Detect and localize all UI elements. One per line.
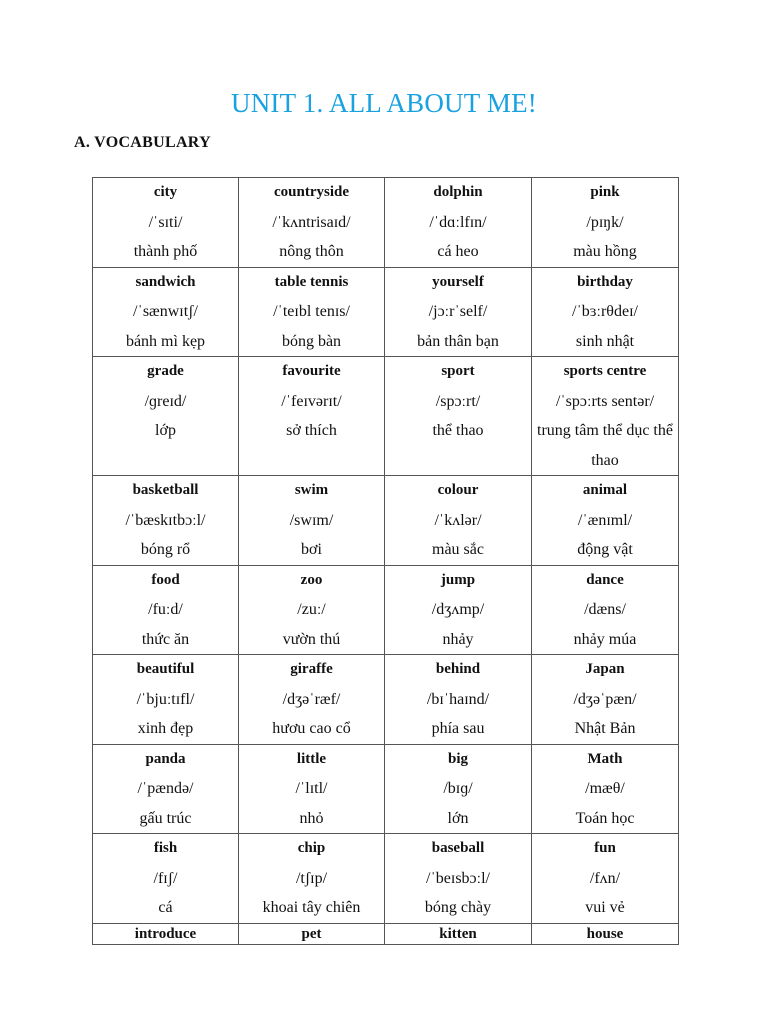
- vocab-cell: [385, 923, 532, 944]
- table-row: [93, 267, 679, 357]
- vocab-word: beautiful: [136, 661, 195, 677]
- vocab-cell: [93, 267, 239, 357]
- vocab-meaning: lớn: [447, 809, 469, 827]
- vocab-word: little: [296, 750, 327, 767]
- vocab-meaning: thành phố: [133, 243, 198, 260]
- vocab-cell: [532, 357, 679, 476]
- vocab-word: swim: [294, 482, 329, 498]
- vocab-ipa: /ɡreɪd/: [144, 392, 187, 410]
- vocab-cell: [385, 565, 532, 655]
- vocab-word: behind: [435, 661, 481, 677]
- vocab-meaning: bơi: [301, 541, 322, 558]
- vocab-cell: [532, 476, 679, 566]
- section-heading: A. VOCABULARY: [74, 134, 211, 151]
- vocab-meaning: cá: [158, 899, 173, 916]
- table-row: [93, 565, 679, 655]
- vocab-meaning: cá heo: [437, 243, 479, 260]
- vocab-cell: [239, 655, 385, 745]
- vocab-cell: [239, 923, 385, 944]
- table-row: [93, 923, 679, 944]
- vocab-meaning: sở thích: [286, 422, 337, 439]
- vocab-cell: [385, 267, 532, 357]
- vocab-word: table tennis: [274, 273, 349, 290]
- vocab-ipa: /ˈlɪtl/: [295, 780, 328, 797]
- vocab-ipa: /dʒəˈpæn/: [573, 690, 637, 708]
- vocab-cell: [532, 267, 679, 357]
- vocab-cell: [532, 923, 679, 944]
- vocab-meaning: vườn thú: [282, 630, 341, 648]
- vocab-ipa: /ˈbeɪsbɔːl/: [426, 869, 490, 887]
- vocab-word: pink: [590, 184, 620, 200]
- vocab-ipa: /dʒʌmp/: [431, 601, 485, 618]
- vocab-meaning: xinh đẹp: [137, 720, 194, 737]
- vocab-ipa: /ˈdɑːlfɪn/: [429, 213, 487, 231]
- vocab-word: jump: [440, 571, 476, 588]
- vocab-cell: [93, 744, 239, 834]
- vocab-cell: [385, 655, 532, 745]
- vocab-cell: [532, 655, 679, 745]
- vocab-ipa: /jɔːrˈself/: [428, 303, 488, 320]
- vocab-word: big: [447, 750, 468, 767]
- vocab-cell: [532, 744, 679, 834]
- vocab-ipa: /ˈsɪti/: [148, 213, 183, 231]
- vocab-ipa: /ˈpændə/: [137, 780, 194, 797]
- vocab-ipa: /ˈbæskɪtbɔːl/: [125, 511, 206, 529]
- vocab-word: colour: [437, 482, 479, 498]
- vocab-ipa: /ˈkʌntrisaɪd/: [272, 213, 351, 231]
- vocab-ipa: /fɪʃ/: [153, 869, 178, 887]
- vocab-cell: [385, 357, 532, 476]
- vocab-word: pet: [301, 925, 322, 942]
- vocab-meaning: nhỏ: [299, 809, 324, 827]
- vocab-cell: [385, 744, 532, 834]
- vocab-ipa: /ˈspɔːrts sentər/: [555, 392, 655, 410]
- table-row: [93, 476, 679, 566]
- vocab-ipa: /dʒəˈræf/: [282, 690, 341, 708]
- vocab-cell: [93, 178, 239, 268]
- vocab-meaning: thức ăn: [141, 630, 190, 648]
- vocab-meaning: hươu cao cổ: [272, 720, 351, 737]
- vocab-word: dance: [586, 571, 624, 588]
- vocab-meaning: bản thân bạn: [417, 332, 499, 350]
- vocab-ipa: /ˈkʌlər/: [434, 511, 482, 529]
- vocab-word: panda: [145, 750, 186, 767]
- vocab-cell: [532, 834, 679, 924]
- page-title: UNIT 1. ALL ABOUT ME!: [231, 88, 537, 118]
- vocab-ipa: /ˈænɪml/: [577, 511, 633, 529]
- vocab-word: sports centre: [563, 363, 647, 379]
- vocab-meaning: bánh mì kẹp: [125, 332, 206, 350]
- vocab-ipa: /pɪŋk/: [586, 213, 624, 231]
- vocabulary-table-body: [93, 178, 679, 945]
- vocab-word: food: [151, 571, 180, 588]
- vocab-word: city: [153, 184, 178, 200]
- vocab-meaning: vui vẻ: [585, 899, 625, 916]
- vocab-meaning: lớp: [155, 422, 176, 439]
- vocab-meaning: động vật: [577, 541, 633, 558]
- vocab-cell: [93, 923, 239, 944]
- vocab-meaning: thể thao: [432, 422, 484, 439]
- table-row: [93, 655, 679, 745]
- vocab-cell: [239, 476, 385, 566]
- vocab-word: countryside: [274, 184, 349, 200]
- vocab-ipa: /bɪˈhaɪnd/: [426, 690, 490, 708]
- vocab-ipa: /ˈbjuːtɪfl/: [136, 690, 195, 708]
- vocab-cell: [93, 357, 239, 476]
- vocab-word: chip: [297, 840, 326, 856]
- vocab-ipa: /ˈbɜːrθdeɪ/: [572, 303, 638, 320]
- vocab-cell: [239, 267, 385, 357]
- vocab-cell: [93, 655, 239, 745]
- vocab-meaning: bóng chày: [424, 899, 492, 916]
- vocab-ipa: /fuːd/: [148, 601, 183, 618]
- vocab-ipa: /ˈfeɪvərɪt/: [281, 392, 342, 410]
- vocab-meaning: trung tâm thể dục thể thao: [537, 422, 673, 469]
- vocab-word: introduce: [134, 925, 197, 942]
- table-row: [93, 834, 679, 924]
- vocab-cell: [532, 178, 679, 268]
- vocab-word: baseball: [431, 840, 485, 856]
- vocab-word: fun: [594, 840, 616, 856]
- vocab-word: Math: [587, 750, 623, 767]
- vocab-word: animal: [582, 482, 628, 498]
- vocab-ipa: /dæns/: [584, 601, 626, 618]
- vocab-ipa: /tʃɪp/: [295, 869, 328, 887]
- vocab-word: favourite: [282, 363, 341, 379]
- vocab-meaning: màu sắc: [432, 541, 484, 558]
- vocab-cell: [239, 357, 385, 476]
- vocab-ipa: /swɪm/: [289, 511, 334, 529]
- vocab-meaning: phía sau: [431, 720, 485, 737]
- vocab-ipa: /spɔːrt/: [435, 392, 481, 410]
- vocab-word: Japan: [585, 661, 625, 677]
- vocab-cell: [385, 476, 532, 566]
- vocab-meaning: gấu trúc: [139, 809, 192, 827]
- vocab-ipa: /mæθ/: [585, 780, 625, 797]
- vocab-cell: [93, 565, 239, 655]
- vocab-word: house: [586, 925, 624, 942]
- vocab-cell: [385, 834, 532, 924]
- vocab-word: grade: [147, 363, 184, 379]
- vocab-cell: [93, 834, 239, 924]
- vocab-word: sport: [441, 363, 475, 379]
- vocab-meaning: khoai tây chiên: [262, 899, 361, 916]
- vocab-meaning: màu hồng: [573, 243, 637, 260]
- vocab-meaning: nhảy múa: [573, 630, 637, 648]
- vocab-meaning: bóng rổ: [140, 541, 191, 558]
- vocab-ipa: /zuː/: [297, 601, 326, 618]
- vocab-cell: [385, 178, 532, 268]
- vocab-meaning: Toán học: [575, 809, 635, 827]
- vocab-meaning: sinh nhật: [575, 332, 635, 350]
- vocab-word: kitten: [439, 925, 477, 942]
- vocab-meaning: nhảy: [442, 630, 474, 648]
- vocab-meaning: Nhật Bản: [574, 720, 636, 737]
- vocabulary-table: [92, 177, 679, 945]
- vocab-word: yourself: [432, 273, 484, 290]
- vocab-cell: [239, 565, 385, 655]
- vocab-ipa: /bɪɡ/: [443, 780, 473, 797]
- vocab-cell: [93, 476, 239, 566]
- vocab-ipa: /ˈteɪbl tenɪs/: [273, 303, 350, 320]
- vocab-word: fish: [153, 840, 178, 856]
- vocab-word: sandwich: [135, 273, 196, 290]
- vocab-ipa: /ˈsænwɪtʃ/: [133, 303, 198, 320]
- vocab-word: basketball: [132, 482, 199, 498]
- vocab-cell: [239, 178, 385, 268]
- vocab-cell: [239, 834, 385, 924]
- table-row: [93, 357, 679, 476]
- vocab-word: dolphin: [433, 184, 483, 200]
- vocab-meaning: bóng bàn: [281, 332, 342, 350]
- vocab-ipa: /fʌn/: [589, 869, 621, 887]
- table-row: [93, 744, 679, 834]
- vocab-word: birthday: [577, 273, 633, 290]
- table-row: [93, 178, 679, 268]
- vocab-word: giraffe: [290, 661, 333, 677]
- vocab-cell: [532, 565, 679, 655]
- vocab-meaning: nông thôn: [279, 243, 344, 260]
- vocab-cell: [239, 744, 385, 834]
- vocab-word: zoo: [300, 571, 323, 588]
